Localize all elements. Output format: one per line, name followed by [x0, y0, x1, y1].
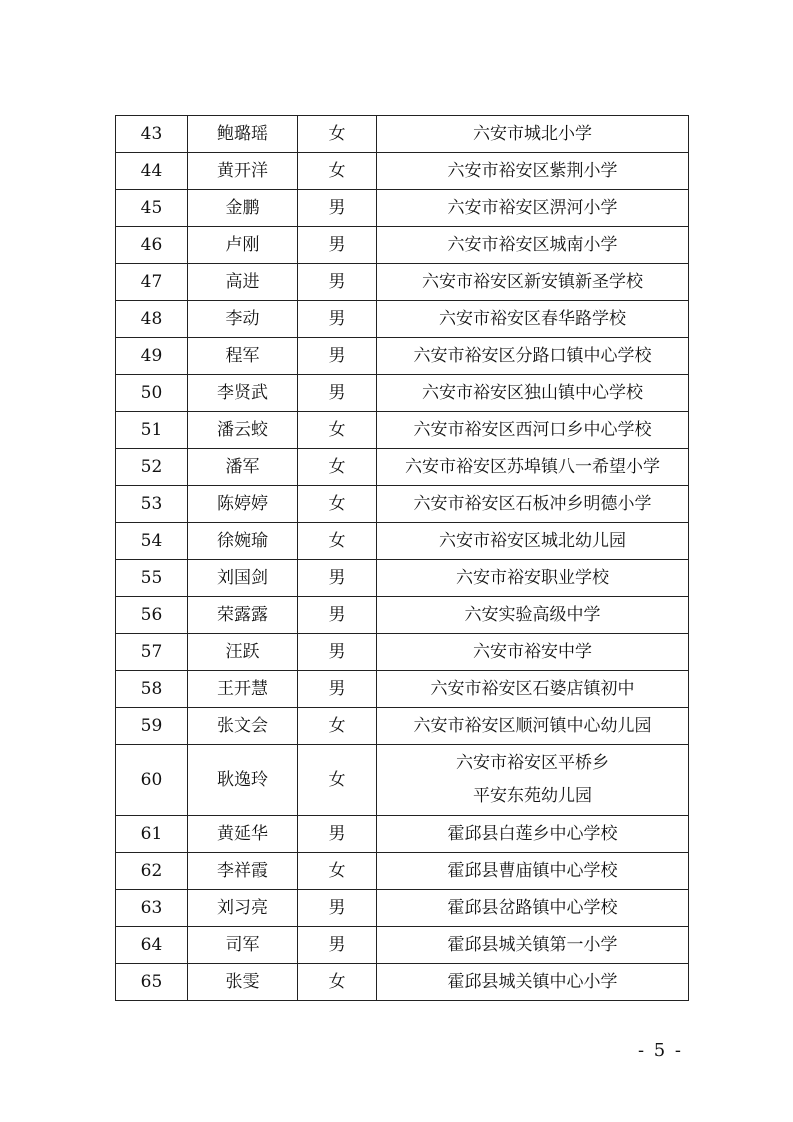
gender-cell: 女	[298, 745, 377, 816]
table-row	[116, 116, 689, 153]
name-cell: 金鹏	[188, 190, 298, 227]
table-row	[116, 745, 689, 816]
school-cell: 六安市裕安区紫荆小学	[377, 153, 689, 190]
name-cell: 鲍璐瑶	[188, 116, 298, 153]
table-row	[116, 523, 689, 560]
school-cell: 六安市裕安区城南小学	[377, 227, 689, 264]
school-cell: 六安市裕安区石板冲乡明德小学	[377, 486, 689, 523]
name-cell: 张文会	[188, 708, 298, 745]
table-row	[116, 671, 689, 708]
row-number-cell: 58	[116, 671, 188, 708]
row-number-cell: 52	[116, 449, 188, 486]
table-row	[116, 412, 689, 449]
gender-cell: 女	[298, 523, 377, 560]
gender-cell: 男	[298, 634, 377, 671]
gender-cell: 女	[298, 486, 377, 523]
page-number: - 5 -	[637, 1040, 683, 1061]
school-cell: 六安市裕安区淠河小学	[377, 190, 689, 227]
name-cell: 李祥霞	[188, 853, 298, 890]
school-cell	[377, 745, 689, 816]
school-cell: 六安市裕安区苏埠镇八一希望小学	[377, 449, 689, 486]
name-cell: 司军	[188, 927, 298, 964]
table-row	[116, 816, 689, 853]
table-row	[116, 964, 689, 1001]
school-cell: 六安市裕安区春华路学校	[377, 301, 689, 338]
school-cell: 六安市裕安区城北幼儿园	[377, 523, 689, 560]
gender-cell: 男	[298, 890, 377, 927]
row-number-cell: 53	[116, 486, 188, 523]
school-cell: 六安市裕安区独山镇中心学校	[377, 375, 689, 412]
gender-cell: 女	[298, 116, 377, 153]
row-number-cell: 48	[116, 301, 188, 338]
name-cell: 徐婉瑜	[188, 523, 298, 560]
row-number-cell: 65	[116, 964, 188, 1001]
table-row	[116, 338, 689, 375]
school-cell: 霍邱县曹庙镇中心学校	[377, 853, 689, 890]
row-number-cell: 61	[116, 816, 188, 853]
school-cell: 六安市裕安职业学校	[377, 560, 689, 597]
gender-cell: 男	[298, 927, 377, 964]
row-number-cell: 44	[116, 153, 188, 190]
gender-cell: 女	[298, 853, 377, 890]
table-row	[116, 301, 689, 338]
row-number-cell: 62	[116, 853, 188, 890]
row-number-cell: 47	[116, 264, 188, 301]
row-number-cell: 54	[116, 523, 188, 560]
row-number-cell: 51	[116, 412, 188, 449]
name-cell: 高进	[188, 264, 298, 301]
table-row	[116, 708, 689, 745]
gender-cell: 男	[298, 301, 377, 338]
school-cell: 六安市裕安中学	[377, 634, 689, 671]
name-cell: 潘军	[188, 449, 298, 486]
table-row	[116, 264, 689, 301]
row-number-cell: 55	[116, 560, 188, 597]
table-row	[116, 227, 689, 264]
table-row	[116, 375, 689, 412]
gender-cell: 男	[298, 816, 377, 853]
table-row	[116, 449, 689, 486]
school-cell: 霍邱县白莲乡中心学校	[377, 816, 689, 853]
school-cell: 六安市城北小学	[377, 116, 689, 153]
row-number-cell: 60	[116, 745, 188, 816]
school-cell: 六安实验高级中学	[377, 597, 689, 634]
school-cell: 六安市裕安区新安镇新圣学校	[377, 264, 689, 301]
table-row	[116, 927, 689, 964]
row-number-cell: 43	[116, 116, 188, 153]
school-cell: 霍邱县城关镇第一小学	[377, 927, 689, 964]
gender-cell: 男	[298, 264, 377, 301]
gender-cell: 男	[298, 375, 377, 412]
row-number-cell: 46	[116, 227, 188, 264]
school-cell: 六安市裕安区石婆店镇初中	[377, 671, 689, 708]
row-number-cell: 49	[116, 338, 188, 375]
school-line: 平安东苑幼儿园	[473, 786, 592, 806]
gender-cell: 女	[298, 964, 377, 1001]
roster-table-body	[116, 116, 689, 1001]
row-number-cell: 64	[116, 927, 188, 964]
school-cell: 六安市裕安区顺河镇中心幼儿园	[377, 708, 689, 745]
school-line: 六安市裕安区平桥乡	[456, 753, 609, 773]
name-cell: 荣露露	[188, 597, 298, 634]
gender-cell: 男	[298, 338, 377, 375]
table-row	[116, 890, 689, 927]
gender-cell: 男	[298, 227, 377, 264]
table-row	[116, 560, 689, 597]
row-number-cell: 50	[116, 375, 188, 412]
school-cell: 六安市裕安区分路口镇中心学校	[377, 338, 689, 375]
row-number-cell: 56	[116, 597, 188, 634]
table-row	[116, 486, 689, 523]
gender-cell: 男	[298, 597, 377, 634]
name-cell: 黄延华	[188, 816, 298, 853]
gender-cell: 男	[298, 671, 377, 708]
school-cell: 六安市裕安区西河口乡中心学校	[377, 412, 689, 449]
name-cell: 张雯	[188, 964, 298, 1001]
name-cell: 陈婷婷	[188, 486, 298, 523]
table-row	[116, 153, 689, 190]
gender-cell: 男	[298, 190, 377, 227]
school-cell: 霍邱县岔路镇中心学校	[377, 890, 689, 927]
table-row	[116, 853, 689, 890]
gender-cell: 男	[298, 560, 377, 597]
name-cell: 李贤武	[188, 375, 298, 412]
name-cell: 潘云蛟	[188, 412, 298, 449]
name-cell: 刘国剑	[188, 560, 298, 597]
table-row	[116, 190, 689, 227]
roster-table	[115, 115, 689, 1001]
row-number-cell: 45	[116, 190, 188, 227]
name-cell: 卢刚	[188, 227, 298, 264]
gender-cell: 女	[298, 153, 377, 190]
name-cell: 黄开洋	[188, 153, 298, 190]
name-cell: 刘习亮	[188, 890, 298, 927]
name-cell: 王开慧	[188, 671, 298, 708]
name-cell: 耿逸玲	[188, 745, 298, 816]
name-cell: 李动	[188, 301, 298, 338]
gender-cell: 女	[298, 708, 377, 745]
row-number-cell: 63	[116, 890, 188, 927]
school-cell: 霍邱县城关镇中心小学	[377, 964, 689, 1001]
table-row	[116, 634, 689, 671]
row-number-cell: 59	[116, 708, 188, 745]
gender-cell: 女	[298, 449, 377, 486]
table-row	[116, 597, 689, 634]
row-number-cell: 57	[116, 634, 188, 671]
name-cell: 汪跃	[188, 634, 298, 671]
name-cell: 程军	[188, 338, 298, 375]
gender-cell: 女	[298, 412, 377, 449]
